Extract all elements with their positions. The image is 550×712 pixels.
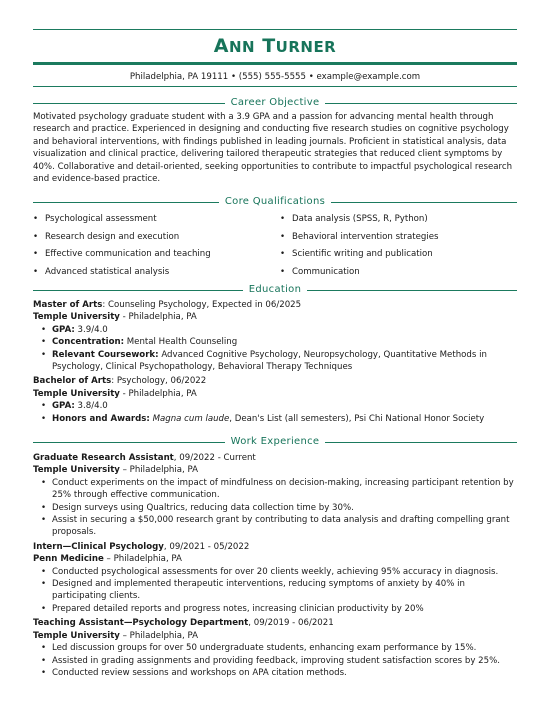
surname-rest: URNER: [275, 38, 337, 56]
job-entry: [33, 452, 517, 539]
bullet-label: Honors and Awards:: [52, 413, 150, 424]
qualification-item: • Scientific writing and publication: [280, 248, 517, 266]
job-bullets: [41, 642, 517, 679]
job-title-line: [33, 617, 517, 629]
bullet-text: Mental Health Counseling: [124, 337, 238, 348]
education-list: [33, 299, 517, 425]
job-bullet: • Design surveys using Qualtrics, reducing data collection time by 30%.: [41, 502, 517, 514]
qualification-item: • Advanced statistical analysis: [33, 266, 270, 284]
bullet-text: , Dean's List (all semesters), Psi Chi National Honor Society: [229, 413, 485, 424]
job-bullets: [41, 566, 517, 616]
degree-name: Master of Arts: [33, 300, 103, 310]
bullet-italic: Magna cum laude: [152, 413, 230, 424]
employer-name: Temple University: [33, 630, 120, 641]
heading-line: [307, 290, 517, 291]
school-location: - Philadelphia, PA: [119, 312, 197, 323]
heading-line: [33, 202, 219, 203]
education-entry: [33, 375, 517, 425]
job-bullet: • Assist in securing a $50,000 research grant by contributing to data analysis and drafting compelling grant proposals.: [41, 514, 517, 539]
job-dates: , 09/2022 - Current: [173, 453, 256, 463]
employer-line: [33, 630, 517, 642]
bullet-text: Advanced Cognitive Psychology, Neuropsychology, Quantitative Methods in Psychology, Clinical Psychopathology, Behavioral Therapy Techniques: [52, 349, 487, 373]
candidate-name: [0, 35, 550, 58]
job-bullet: • Led discussion groups for over 50 undergraduate students, enhancing exam performance by 15%.: [41, 642, 517, 654]
education-bullet: [41, 324, 517, 336]
heading-line: [325, 442, 517, 443]
experience-list: [33, 452, 517, 679]
bullet-text: 3.8/4.0: [74, 401, 108, 412]
degree-name: Bachelor of Arts: [33, 376, 112, 387]
job-bullet: • Conducted review sessions and workshops on APA citation methods.: [41, 667, 517, 679]
education-bullets: [41, 324, 517, 374]
bullet-label: Relevant Coursework:: [52, 349, 159, 360]
employer-location: – Philadelphia, PA: [103, 554, 182, 565]
heading-line: [325, 103, 517, 104]
job-bullet: • Designed and implemented therapeutic interventions, reducing symptoms of anxiety by 40% in participating clients.: [41, 578, 517, 603]
employer-location: – Philadelphia, PA: [119, 465, 198, 476]
qualification-item: • Behavioral intervention strategies: [280, 231, 517, 249]
qualification-item: • Communication: [280, 266, 517, 284]
heading-line: [33, 103, 225, 104]
qualification-item: • Research design and execution: [33, 231, 270, 249]
section-title: Core Qualifications: [224, 195, 326, 207]
education-bullets: [41, 400, 517, 425]
bullet-label: Concentration:: [52, 337, 125, 348]
degree-detail: : Psychology, 06/2022: [111, 376, 207, 387]
education-entry: [33, 299, 517, 373]
employer-location: – Philadelphia, PA: [119, 630, 198, 641]
school-location: - Philadelphia, PA: [119, 388, 197, 399]
school-line: [33, 388, 517, 400]
qualification-item: • Effective communication and teaching: [33, 248, 270, 266]
education-heading: [33, 284, 517, 296]
education-bullet: [41, 336, 517, 348]
job-title-line: [33, 541, 517, 553]
job-role: Graduate Research Assistant: [33, 453, 174, 463]
qualifications-list: [33, 213, 517, 283]
school-line: [33, 311, 517, 323]
school-name: Temple University: [33, 312, 120, 323]
section-title: Education: [248, 283, 302, 295]
job-dates: , 09/2019 - 06/2021: [248, 618, 334, 629]
qualification-item: • Data analysis (SPSS, R, Python): [280, 213, 517, 231]
job-role: Teaching Assistant—Psychology Department: [33, 618, 249, 629]
employer-line: [33, 464, 517, 476]
degree-line: [33, 375, 517, 387]
job-dates: , 09/2021 - 05/2022: [163, 541, 250, 552]
name-rule: [33, 62, 517, 65]
job-bullet: • Conducted psychological assessments for over 20 clients weekly, achieving 95% accuracy in diagnosis.: [41, 566, 517, 578]
job-entry: [33, 617, 517, 679]
school-name: Temple University: [33, 388, 120, 399]
contact-rule: [33, 86, 517, 87]
job-entry: [33, 541, 517, 615]
job-bullet: • Conduct experiments on the impact of mindfulness on decision-making, increasing participant retention by 25% through effective communication.: [41, 477, 517, 502]
employer-name: Penn Medicine: [33, 554, 104, 565]
employer-line: [33, 553, 517, 565]
job-bullets: [41, 477, 517, 539]
section-title: Career Objective: [230, 96, 320, 108]
job-role: Intern—Clinical Psychology: [33, 541, 164, 552]
education-bullet: [41, 413, 517, 425]
qualifications-heading: [33, 196, 517, 208]
objective-heading: [33, 97, 517, 109]
bullet-label: GPA:: [52, 324, 75, 335]
name-initial: A: [213, 35, 229, 57]
objective-text: Motivated psychology graduate student with a 3.9 GPA and a passion for advancing mental health through research and practice. Experienced in designing and conducting five research studies on cognitive psychology and behavioral interventions, with findings published in leading journals. Proficient in statistical analysis, data visualization and clinical practice, delivering tailored therapeutic strategies that reduced client symptoms by 40%. Collaborative and detail-oriented, seeking opportunities to contribute to impactful psychological research and evidence-based practice.: [33, 112, 513, 185]
heading-line: [33, 290, 243, 291]
contact-line: Philadelphia, PA 19111 • (555) 555-5555 • example@example.com: [129, 72, 421, 82]
heading-line: [331, 202, 517, 203]
experience-heading: [33, 436, 517, 448]
surname-initial: T: [262, 35, 276, 57]
education-bullet: [41, 400, 517, 412]
bullet-label: GPA:: [52, 401, 75, 412]
qualification-item: • Psychological assessment: [33, 213, 270, 231]
job-title-line: [33, 452, 517, 464]
education-bullet: [41, 349, 517, 374]
name-rest: NN: [228, 38, 256, 56]
section-title: Work Experience: [230, 435, 320, 447]
employer-name: Temple University: [33, 465, 120, 476]
heading-line: [33, 442, 225, 443]
bullet-text: 3.9/4.0: [74, 324, 108, 335]
top-rule: [33, 29, 517, 30]
job-bullet: • Prepared detailed reports and progress notes, increasing clinician productivity by 20%: [41, 603, 517, 615]
degree-line: [33, 299, 517, 311]
job-bullet: • Assisted in grading assignments and providing feedback, improving student satisfaction scores by 25%.: [41, 655, 517, 667]
degree-detail: : Counseling Psychology, Expected in 06/2025: [102, 300, 302, 310]
